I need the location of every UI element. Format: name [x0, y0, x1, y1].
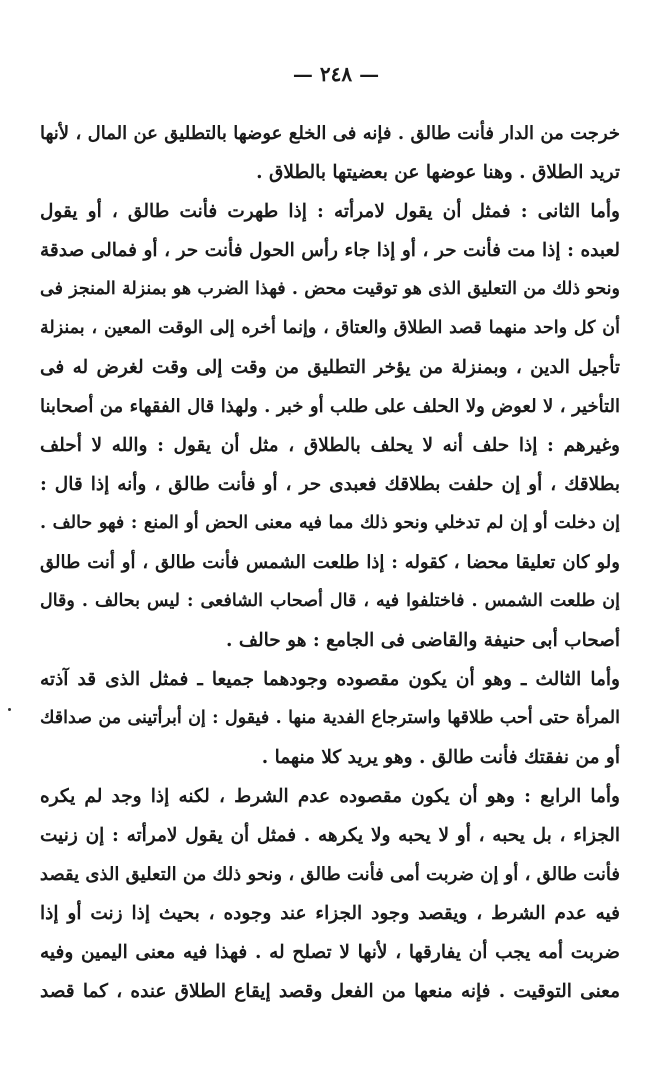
text-line: التأخير ، لا لعوض ولا الحلف على طلب أو خبر . ولهذا قال الفقهاء من أصحابنا [40, 396, 620, 417]
paragraph-start-line: وأما الثالث ـ وهو أن يكون مقصوده وجودهما جميعا ـ فمثل الذى قد آذته [40, 669, 620, 690]
text-line: ضربت أمه يجب أن يفارقها ، لأنها لا تصلح له . فهذا فيه معنى اليمين وفيه [40, 942, 620, 963]
text-line: بطلاقك ، أو إن حلفت بطلاقك فعبدى حر ، أو فأنت طالق ، وأنه إذا قال : [40, 474, 620, 495]
page-number: — ٢٤٨ — [292, 62, 380, 86]
text-line: ونحو ذلك من التعليق الذى هو توقيت محض . فهذا الضرب هو بمنزلة المنجز فى [40, 279, 620, 299]
text-line: فأنت طالق ، أو إن ضربت أمى فأنت طالق ، ونحو ذلك من التعليق الذى يقصد [40, 864, 620, 885]
text-line: لعبده : إذا مت فأنت حر ، أو إذا جاء رأس الحول فأنت حر ، أو فمالى صدقة [40, 240, 620, 261]
text-line: تأجيل الدين ، وبمنزلة من يؤخر التطليق من وقت إلى وقت لغرض له فى [40, 357, 620, 378]
text-line: إن طلعت الشمس . فاختلفوا فيه ، قال أصحاب الشافعى : ليس بحالف . وقال [40, 591, 620, 611]
text-line: ولو كان تعليقا محضا ، كقوله : إذا طلعت الشمس فأنت طالق ، أو أنت طالق [40, 552, 620, 573]
paragraph-start-line: وأما الثانى : فمثل أن يقول لامرأته : إذا طهرت فأنت طالق ، أو يقول [40, 201, 620, 222]
text-line: أن كل واحد منهما قصد الطلاق والعتاق ، وإنما أخره إلى الوقت المعين ، بمنزلة [40, 318, 620, 338]
text-line: فيه عدم الشرط ، ويقصد وجود الجزاء عند وجوده ، بحيث إذا زنت أو إذا [40, 903, 620, 924]
text-line: أو من نفقتك فأنت طالق . وهو يريد كلا منهما . [261, 747, 620, 768]
margin-mark [8, 708, 11, 711]
text-line: أصحاب أبى حنيفة والقاضى فى الجامع : هو حالف . [225, 630, 620, 651]
paragraph-start-line: وأما الرابع : وهو أن يكون مقصوده عدم الشرط ، لكنه إذا وجد لم يكره [40, 786, 620, 807]
text-line: خرجت من الدار فأنت طالق . فإنه فى الخلع عوضها بالتطليق عن المال ، لأنها [40, 123, 620, 144]
text-line: إن دخلت أو إن لم تدخلي ونحو ذلك مما فيه معنى الحض أو المنع : فهو حالف . [40, 513, 620, 533]
text-line: وغيرهم : إذا حلف أنه لا يحلف بالطلاق ، مثل أن يقول : والله لا أحلف [40, 435, 620, 456]
text-line: المرأة حتى أحب طلاقها واسترجاع الفدية منها . فيقول : إن أبرأتينى من صداقك [40, 708, 620, 728]
text-line: الجزاء ، بل يحبه ، أو لا يحبه ولا يكرهه . فمثل أن يقول لامرأته : إن زنيت [40, 825, 620, 846]
body-text [40, 114, 620, 1011]
text-line: معنى التوقيت . فإنه منعها من الفعل وقصد إيقاع الطلاق عنده ، كما قصد [40, 981, 620, 1002]
text-line: تريد الطلاق . وهنا عوضها عن بعضيتها بالطلاق . [256, 162, 620, 183]
